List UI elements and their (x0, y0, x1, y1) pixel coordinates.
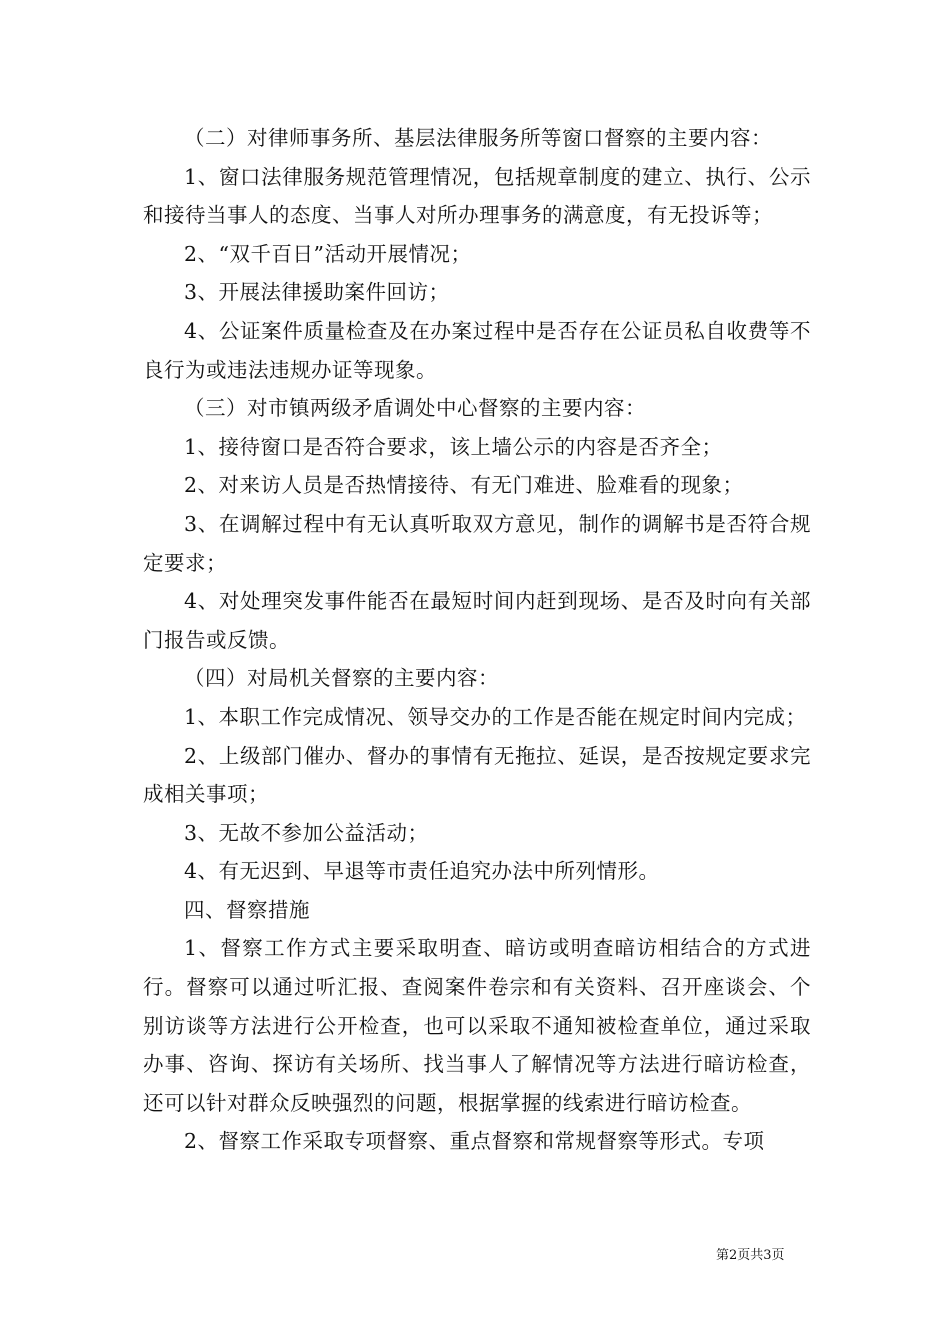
paragraph-section-3-heading: （三）对市镇两级矛盾调处中心督察的主要内容： (184, 396, 646, 421)
paragraph-item: 1、督察工作方式主要采取明查、暗访或明查暗访相结合的方式进行。督察可以通过听汇报、查阅案件卷宗和有关资料、召开座谈会、个别访谈等方法进行公开检查，也可以采取不通知被检查单位，通过采取办事、咨询、探访有关场所、找当事人了解情况等方法进行暗访检查，还可以针对群众反映强烈的问题，根据掌握的线索进行暗访检查。 (143, 936, 811, 1115)
paragraph-item: 3、开展法律援助案件回访； (184, 280, 450, 305)
paragraph-item: 3、在调解过程中有无认真听取双方意见，制作的调解书是否符合规定要求； (143, 511, 811, 575)
paragraph-item: 2、“双千百日”活动开展情况； (184, 241, 472, 266)
paragraph-item: 3、无故不参加公益活动； (184, 820, 429, 845)
paragraph-section-4-heading: （四）对局机关督察的主要内容： (184, 666, 499, 691)
paragraph-item: 4、公证案件质量检查及在办案过程中是否存在公证员私自收费等不良行为或违法违规办证等现象。 (143, 318, 811, 382)
paragraph-item: 2、上级部门催办、督办的事情有无拖拉、延误，是否按规定要求完成相关事项； (143, 743, 811, 807)
paragraph-item: 2、对来访人员是否热情接待、有无门难进、脸难看的现象； (184, 473, 744, 498)
paragraph-item: 4、对处理突发事件能否在最短时间内赶到现场、是否及时向有关部门报告或反馈。 (143, 589, 811, 652)
page-number-footer: 第2页共3页 (716, 1248, 785, 1263)
paragraph-measures-heading: 四、督察措施 (184, 897, 310, 922)
paragraph-item: 1、窗口法律服务规范管理情况，包括规章制度的建立、执行、公示和接待当事人的态度、当事人对所办理事务的满意度，有无投诉等； (143, 164, 811, 228)
paragraph-item: 1、接待窗口是否符合要求，该上墙公示的内容是否齐全； (184, 434, 723, 459)
document-body (143, 119, 811, 1161)
paragraph-section-2-heading: （二）对律师事务所、基层法律服务所等窗口督察的主要内容： (184, 126, 772, 150)
paragraph-item: 1、本职工作完成情况、领导交办的工作是否能在规定时间内完成； (184, 704, 807, 729)
paragraph-item: 2、督察工作采取专项督察、重点督察和常规督察等形式。专项 (184, 1129, 765, 1154)
paragraph-item: 4、有无迟到、早退等市责任追究办法中所列情形。 (184, 859, 660, 884)
